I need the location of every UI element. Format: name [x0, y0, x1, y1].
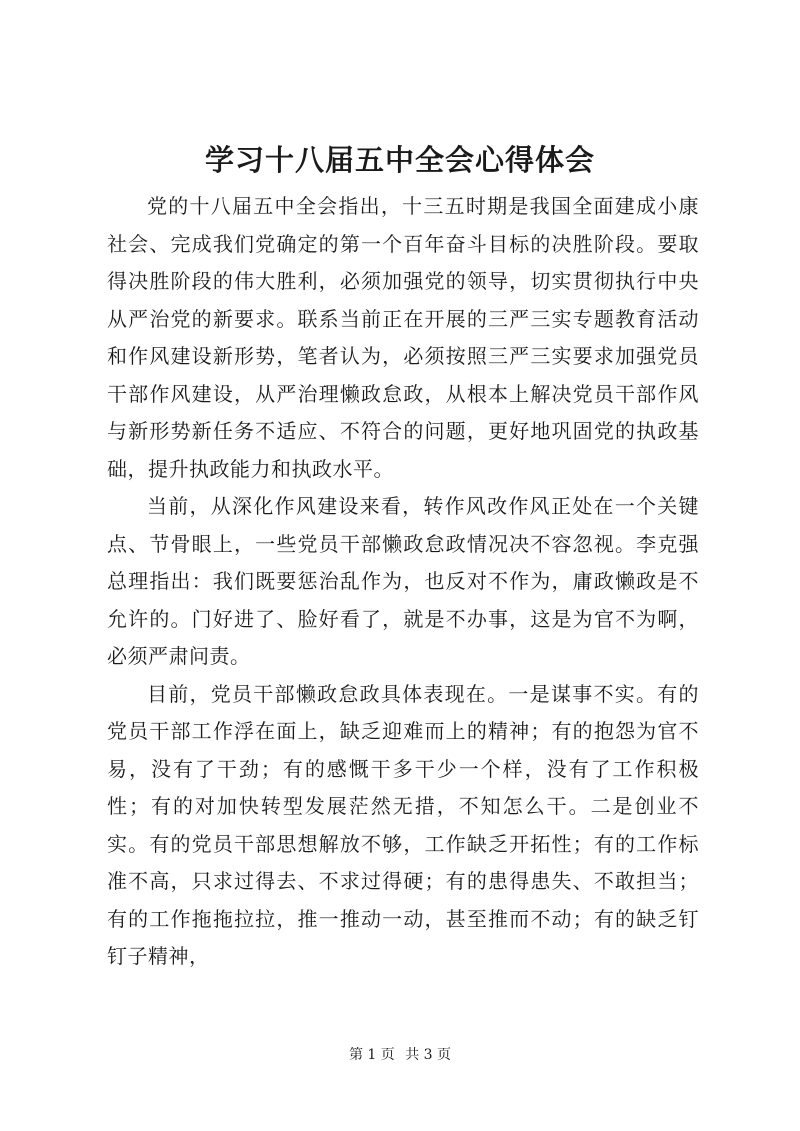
- document-title: 学习十八届五中全会心得体会: [204, 143, 595, 177]
- paragraph: 目前，党员干部懒政怠政具体表现在。一是谋事不实。有的党员干部工作浮在面上，缺乏迎难而上的精神；有的抱怨为官不易，没有了干劲；有的感慨干多干少一个样，没有了工作积极性；有的对加快转型发展茫然无措，不知怎么干。二是创业不实。有的党员干部思想解放不够，工作缺乏开拓性；有的工作标准不高，只求过得去、不求过得硬；有的患得患失、不敢担当；有的工作拖拖拉拉，推一推动一动，甚至推而不动；有的缺乏钉钉子精神，: [107, 681, 699, 968]
- document-body: [107, 188, 699, 976]
- page-total: 共 3 页: [405, 1047, 452, 1063]
- paragraph: 党的十八届五中全会指出，十三五时期是我国全面建成小康社会、完成我们党确定的第一个百年奋斗目标的决胜阶段。要取得决胜阶段的伟大胜利，必须加强党的领导，切实贯彻执行中央从严治党的新要求。联系当前正在开展的三严三实专题教育活动和作风建设新形势，笔者认为，必须按照三严三实要求加强党员干部作风建设，从严治理懒政怠政，从根本上解决党员干部作风与新形势新任务不适应、不符合的问题，更好地巩固党的执政基础，提升执政能力和执政水平。: [107, 194, 699, 481]
- page-footer: [0, 1045, 800, 1065]
- page-number: 第 1 页: [348, 1047, 395, 1063]
- paragraph: 当前，从深化作风建设来看，转作风改作风正处在一个关键点、节骨眼上，一些党员干部懒政怠政情况决不容忽视。李克强总理指出：我们既要惩治乱作为，也反对不作为，庸政懒政是不允许的。门好进了、脸好看了，就是不办事，这是为官不为啊，必须严肃问责。: [107, 494, 699, 668]
